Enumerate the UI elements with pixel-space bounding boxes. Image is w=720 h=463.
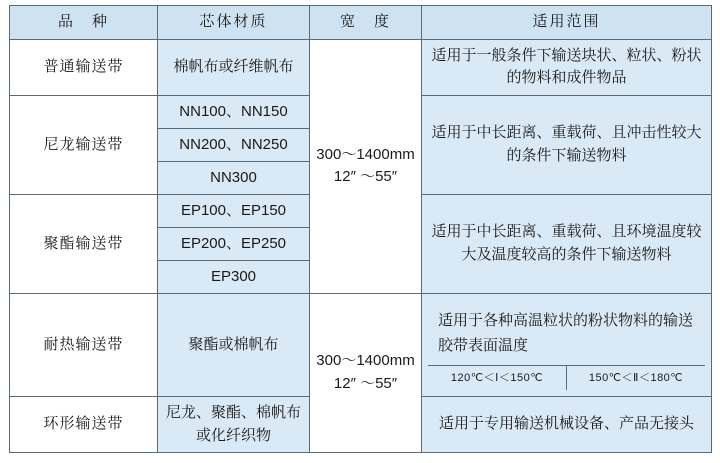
column-header-width: 宽 度 [310, 6, 422, 40]
cell-width-group-a [310, 40, 422, 294]
temperature-range-1: 120℃＜Ⅰ＜150℃ [428, 366, 567, 391]
width-value-line1: 300～1400mm [316, 145, 415, 163]
cell-scope-heat-resistant [422, 293, 712, 396]
width-value-line1-b: 300～1400mm [316, 352, 415, 370]
cell-core-heat-resistant: 聚酯或棉帆布 [158, 293, 310, 396]
cell-core-polyester-3: EP300 [158, 260, 310, 293]
cell-kind-nylon: 尼龙输送带 [10, 95, 158, 194]
column-header-core-material: 芯体材质 [158, 6, 310, 40]
cell-scope-nylon: 适用于中长距离、重载荷、且冲击性较大的条件下输送物料 [422, 95, 712, 194]
temperature-range-2: 150℃＜Ⅱ＜180℃ [588, 371, 684, 384]
spec-table-container [0, 5, 720, 463]
cell-core-general: 棉帆布或纤维帆布 [158, 40, 310, 96]
cell-kind-polyester: 聚酯输送带 [10, 194, 158, 293]
cell-core-nylon-3: NN300 [158, 161, 310, 194]
conveyor-belt-spec-table [9, 5, 712, 453]
table-header [10, 6, 712, 40]
cell-width-group-b [310, 293, 422, 452]
table-body [10, 40, 712, 453]
cell-scope-polyester: 适用于中长距离、重载荷、且环境温度较大及温度较高的条件下输送物料 [422, 194, 712, 293]
cell-core-endless: 尼龙、聚酯、棉帆布或化纤织物 [158, 397, 310, 453]
column-header-application-scope: 适用范围 [422, 6, 712, 40]
cell-core-nylon-1: NN100、NN150 [158, 95, 310, 128]
cell-kind-general: 普通输送带 [10, 40, 158, 96]
scope-text-heat-resistant: 适用于各种高温粒状的粉状物料的输送胶带表面温度 [438, 311, 694, 355]
temperature-range-row [428, 365, 705, 391]
cell-core-polyester-1: EP100、EP150 [158, 194, 310, 227]
cell-kind-endless: 环形输送带 [10, 397, 158, 453]
cell-kind-heat-resistant: 耐热输送带 [10, 293, 158, 396]
cell-core-nylon-2: NN200、NN250 [158, 128, 310, 161]
cell-scope-general: 适用于一般条件下输送块状、粒状、粉状的物料和成件物品 [422, 40, 712, 96]
table-header-row [10, 6, 712, 40]
table-row [10, 40, 712, 96]
width-value-line2-b: 12″ ～55″ [333, 374, 398, 392]
cell-core-polyester-2: EP200、EP250 [158, 227, 310, 260]
width-value-line2: 12″ ～55″ [333, 168, 398, 186]
column-header-kind: 品 种 [10, 6, 158, 40]
table-row [10, 293, 712, 396]
cell-scope-endless: 适用于专用输送机械设备、产品无接头 [422, 397, 712, 453]
